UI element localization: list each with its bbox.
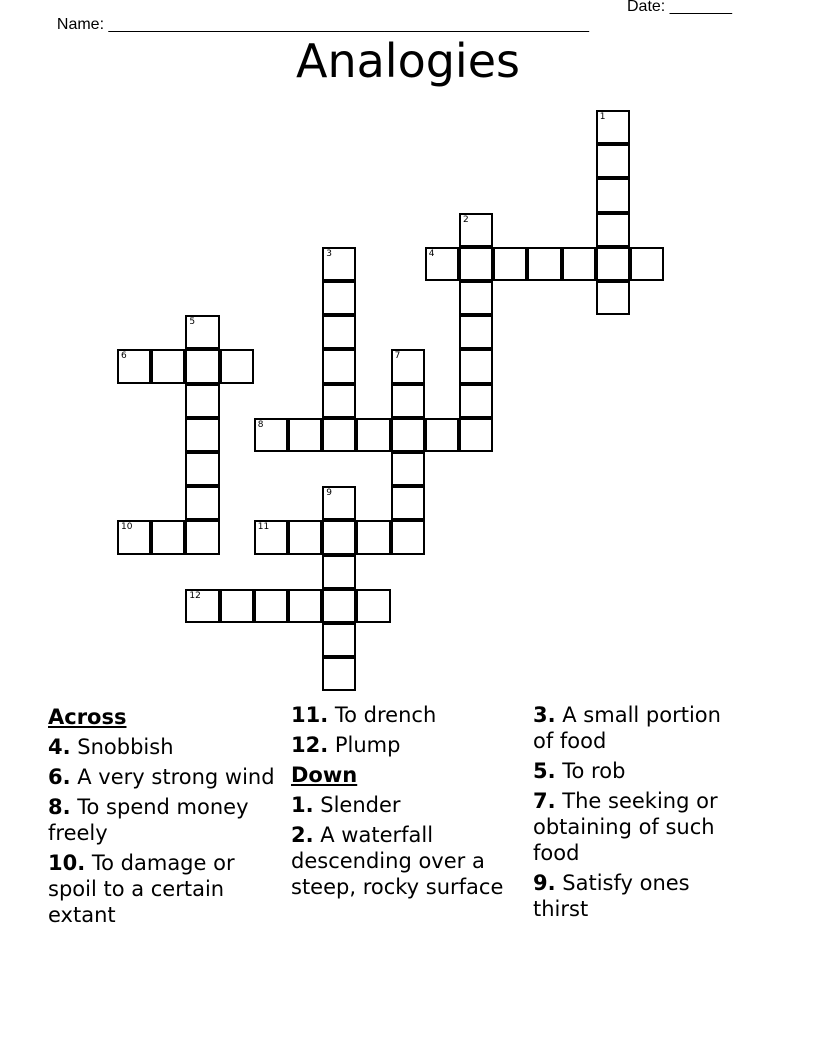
crossword-cell[interactable] — [493, 247, 527, 281]
clue-across-12 — [291, 732, 519, 758]
crossword-cell[interactable] — [459, 418, 493, 452]
crossword-cell[interactable] — [562, 247, 596, 281]
clue-number: 4. — [48, 735, 71, 759]
clue-text: A waterfall descending over a steep, rocky surface — [291, 823, 504, 899]
crossword-cell[interactable] — [322, 623, 356, 657]
crossword-cell[interactable] — [596, 178, 630, 212]
crossword-cell[interactable] — [596, 110, 630, 144]
crossword-cell[interactable] — [185, 418, 219, 452]
clue-text: Plump — [328, 733, 401, 757]
crossword-cell[interactable] — [151, 520, 185, 554]
crossword-cell[interactable] — [254, 418, 288, 452]
clue-number: 9. — [533, 871, 556, 895]
crossword-cell[interactable] — [322, 384, 356, 418]
crossword-cell[interactable] — [254, 589, 288, 623]
crossword-cell[interactable] — [322, 349, 356, 383]
clue-number: 1. — [291, 793, 314, 817]
clue-across-8 — [48, 794, 276, 846]
cell-number: 4 — [428, 248, 435, 259]
clue-text: To drench — [328, 703, 437, 727]
crossword-cell[interactable] — [630, 247, 664, 281]
clues-column-2 — [291, 702, 519, 904]
across-heading: Across — [48, 705, 127, 729]
crossword-cell[interactable] — [220, 589, 254, 623]
crossword-cell[interactable] — [185, 520, 219, 554]
crossword-cell[interactable] — [322, 247, 356, 281]
crossword-cell[interactable] — [356, 520, 390, 554]
clue-text: To rob — [555, 759, 626, 783]
crossword-cell[interactable] — [459, 281, 493, 315]
cell-number: 8 — [257, 419, 264, 430]
crossword-cell[interactable] — [459, 384, 493, 418]
clues-column-3 — [533, 702, 723, 926]
clue-number: 11. — [291, 703, 329, 727]
crossword-cell[interactable] — [185, 486, 219, 520]
clue-text: Satisfy ones thirst — [533, 871, 690, 921]
clue-number: 6. — [48, 765, 71, 789]
crossword-cell[interactable] — [322, 418, 356, 452]
clue-down-9 — [533, 870, 723, 922]
crossword-cell[interactable] — [117, 520, 151, 554]
clue-number: 7. — [533, 789, 556, 813]
clues-column-1 — [48, 702, 276, 932]
clue-down-7 — [533, 788, 723, 866]
crossword-cell[interactable] — [527, 247, 561, 281]
crossword-cell[interactable] — [322, 315, 356, 349]
clue-number: 5. — [533, 759, 556, 783]
clue-number: 8. — [48, 795, 71, 819]
crossword-cell[interactable] — [185, 349, 219, 383]
crossword-cell[interactable] — [596, 213, 630, 247]
cell-number: 9 — [326, 488, 332, 499]
crossword-cell[interactable] — [185, 315, 219, 349]
crossword-cell[interactable] — [322, 589, 356, 623]
crossword-cell[interactable] — [356, 589, 390, 623]
clue-across-4 — [48, 734, 276, 760]
clue-number: 3. — [533, 703, 556, 727]
clue-down-5 — [533, 758, 723, 784]
cell-number: 12 — [189, 590, 201, 601]
clue-down-2 — [291, 822, 519, 900]
clue-down-3 — [533, 702, 723, 754]
crossword-cell[interactable] — [322, 555, 356, 589]
cell-number: 2 — [463, 214, 469, 225]
cell-number: 3 — [326, 248, 332, 259]
crossword-cell[interactable] — [391, 452, 425, 486]
crossword-cell[interactable] — [185, 452, 219, 486]
crossword-cell[interactable] — [459, 213, 493, 247]
clue-across-10 — [48, 850, 276, 928]
page-title: Analogies — [296, 34, 520, 88]
crossword-cell[interactable] — [391, 418, 425, 452]
clue-text: A small portion of food — [533, 703, 721, 753]
crossword-cell[interactable] — [391, 384, 425, 418]
clue-number: 2. — [291, 823, 314, 847]
cell-number: 7 — [394, 351, 401, 362]
crossword-cell[interactable] — [459, 315, 493, 349]
clue-number: 10. — [48, 851, 86, 875]
crossword-cell[interactable] — [288, 520, 322, 554]
crossword-cell[interactable] — [322, 281, 356, 315]
clue-text: The seeking or obtaining of such food — [533, 789, 718, 865]
crossword-cell[interactable] — [185, 384, 219, 418]
clue-text: A very strong wind — [70, 765, 275, 789]
cell-number: 6 — [121, 351, 127, 362]
crossword-cell[interactable] — [117, 349, 151, 383]
clue-number: 12. — [291, 733, 329, 757]
cell-number: 11 — [257, 522, 270, 533]
clue-text: Slender — [313, 793, 401, 817]
crossword-cell[interactable] — [322, 486, 356, 520]
crossword-cell[interactable] — [459, 349, 493, 383]
cell-number: 10 — [121, 522, 133, 533]
date-field-label[interactable]: Date: _______ — [627, 0, 732, 15]
crossword-cell[interactable] — [391, 520, 425, 554]
clue-text: To damage or spoil to a certain extant — [48, 851, 235, 927]
name-field-label[interactable]: Name: ______________________________________________________ — [56, 16, 589, 33]
crossword-cell[interactable] — [391, 486, 425, 520]
crossword-cell[interactable] — [185, 589, 219, 623]
crossword-cell[interactable] — [322, 520, 356, 554]
crossword-cell[interactable] — [459, 247, 493, 281]
crossword-cell[interactable] — [391, 349, 425, 383]
crossword-cell[interactable] — [322, 657, 356, 691]
clue-across-6 — [48, 764, 276, 790]
clue-text: Snobbish — [70, 735, 174, 759]
crossword-cell[interactable] — [425, 247, 459, 281]
crossword-cell[interactable] — [288, 589, 322, 623]
crossword-cell[interactable] — [220, 349, 254, 383]
cell-number: 5 — [189, 317, 196, 328]
crossword-cell[interactable] — [596, 144, 630, 178]
crossword-cell[interactable] — [254, 520, 288, 554]
clue-down-1 — [291, 792, 519, 818]
down-heading: Down — [291, 763, 358, 787]
crossword-cell[interactable] — [596, 247, 630, 281]
crossword-cell[interactable] — [356, 418, 390, 452]
clue-across-11 — [291, 702, 519, 728]
crossword-cell[interactable] — [151, 349, 185, 383]
cell-number: 1 — [599, 112, 606, 122]
crossword-cell[interactable] — [425, 418, 459, 452]
clue-text: To spend money freely — [48, 795, 249, 845]
crossword-cell[interactable] — [288, 418, 322, 452]
crossword-cell[interactable] — [596, 281, 630, 315]
